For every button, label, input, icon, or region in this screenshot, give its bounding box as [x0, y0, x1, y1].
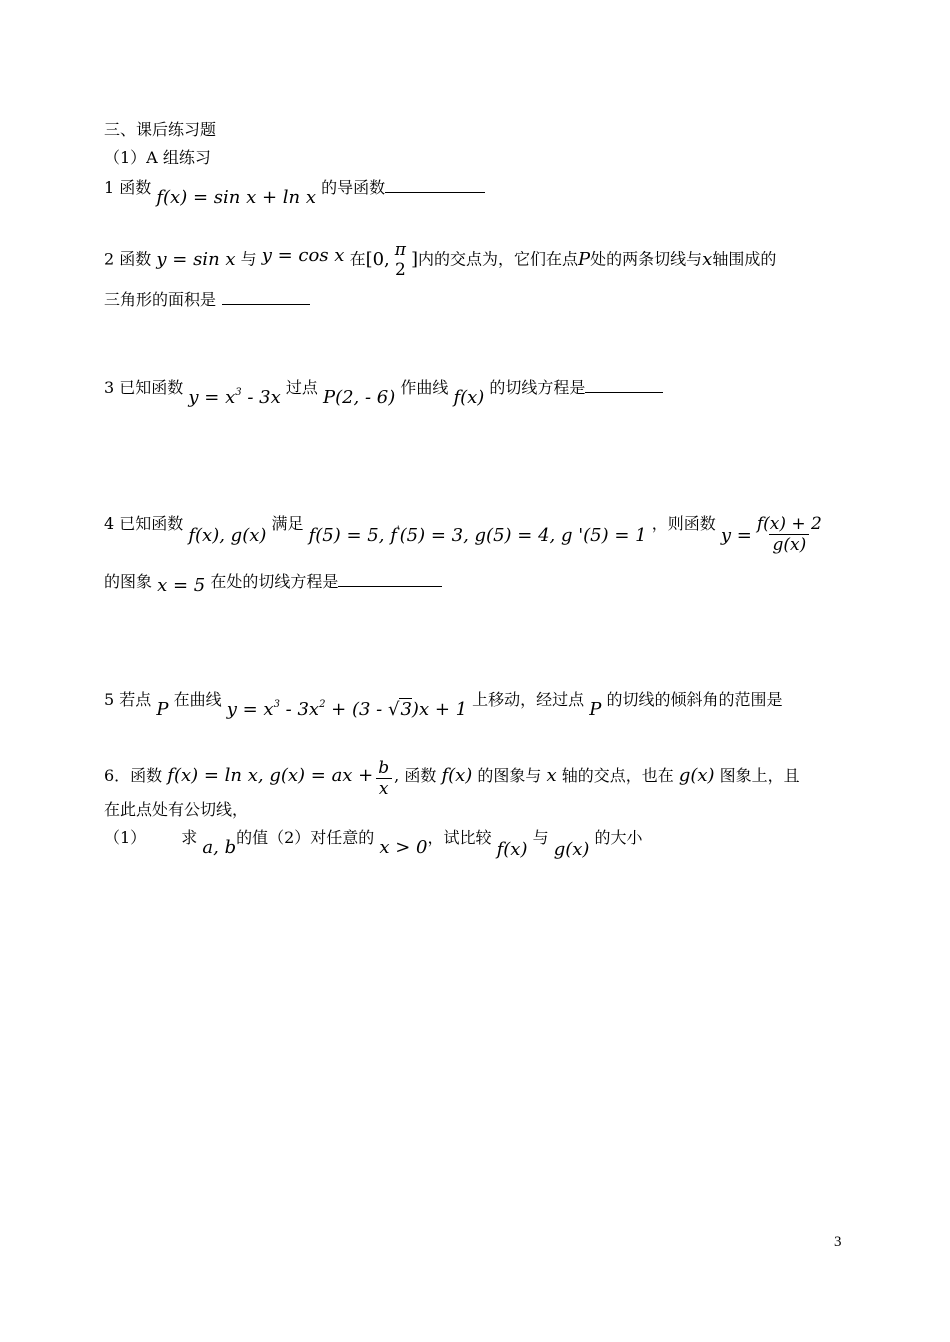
q2-number: 2 函数 [104, 249, 152, 269]
question-5 [104, 690, 783, 720]
q2-cos: y = cos x [261, 244, 345, 266]
question-6 [104, 756, 800, 797]
q4-line2-a: 的图象 [104, 572, 153, 591]
question-4-line-2 [104, 572, 442, 596]
q6-fx: f(x) [441, 765, 473, 786]
q4-fraction [754, 514, 825, 555]
q3-answer-blank[interactable] [585, 378, 663, 393]
q2-pi-over-2 [392, 240, 409, 280]
question-3 [104, 378, 663, 408]
q6-gx: g(x) [678, 765, 715, 786]
q6-xaxis: x [546, 765, 557, 786]
q4-conditions: f(5) = 5, f'(5) = 3, g(5) = 4, g '(5) = 1 [308, 525, 647, 546]
q4-funcs: f(x), g(x) [188, 525, 267, 546]
q6-end: 的大小 [594, 828, 643, 847]
q5-sqrt-arg: 3 [400, 699, 412, 720]
q4-mid2: ，则函数 [651, 514, 716, 533]
q3-formula: $y = x^3 - 3x$ [188, 387, 281, 408]
q3-mid2: 作曲线 [400, 378, 449, 397]
q3-mid1: 过点 [285, 378, 318, 397]
q2-mid4: 处的两条切线与 [590, 249, 703, 269]
question-2-line-2 [104, 290, 310, 310]
q4-numerator: f(x) + 2 [756, 514, 822, 534]
q6-fx2: f(x) [496, 839, 528, 860]
q6-ab: a, b [202, 837, 237, 858]
q6-mid1: , 函数 [394, 766, 437, 785]
question-6-line-2: 在此点处有公切线， [104, 800, 249, 819]
q5-mid1: 在曲线 [173, 690, 222, 709]
q4-number: 4 已知函数 [104, 514, 184, 533]
q5-tail: 的切线的倾斜角的范围是 [606, 690, 783, 709]
q6-mid3: 轴的交点，也在 [561, 766, 674, 785]
q5-sqrt-sign: √ [387, 699, 400, 720]
q4-denominator: g(x) [769, 534, 809, 555]
page-number: 3 [834, 1234, 842, 1250]
q5-number: 5 若点 [104, 690, 152, 709]
q1-answer-blank[interactable] [385, 178, 485, 193]
q4-mid1: 满足 [271, 514, 304, 533]
q2-mid1: 与 [240, 249, 257, 269]
q1-tail: 的导函数 [321, 178, 386, 197]
q5-mid2: 上移动，经过点 [472, 690, 585, 709]
q4-y-eq: y = [720, 525, 752, 546]
q5-curve: $y = x^3 - 3x^2 + (3 - √3)x + 1$ [226, 699, 468, 720]
q6-sub1-text: 求 [181, 828, 198, 847]
q6-condition: x > 0 [379, 837, 428, 858]
q2-line2: 三角形的面积是 [104, 290, 217, 309]
q2-interval-close: ] [410, 248, 418, 270]
q2-mid2: 在 [349, 249, 366, 269]
q2-point: P [578, 248, 591, 270]
q2-mid3: 内的交点为，它们在点 [418, 249, 579, 269]
question-4 [104, 504, 827, 555]
q6-mid4: 图象上，且 [719, 766, 800, 785]
q5-p2: P [589, 699, 602, 720]
q2-x: x [702, 248, 713, 270]
q3-tail: 的切线方程是 [489, 378, 586, 397]
question-1 [104, 178, 485, 208]
q6-x: x [376, 778, 392, 799]
q3-number: 3 已知函数 [104, 378, 184, 397]
section-title: 三、课后练习题 [104, 120, 217, 139]
q3-point: P(2, - 6) [322, 387, 396, 408]
q2-interval-open: [0, [365, 248, 390, 270]
q6-sub2-tail: ，试比较 [427, 828, 492, 847]
q2-sin: y = sin x [156, 248, 236, 270]
q6-with: 与 [532, 828, 549, 847]
q4-line2-b: 在处的切线方程是 [210, 572, 339, 591]
q5-p: P [156, 699, 169, 720]
q6-mid2: 的图象与 [477, 766, 542, 785]
group-title: （1）A 组练习 [104, 148, 211, 167]
q1-formula: f(x) = sin x + ln x [156, 187, 316, 208]
q3-fx: f(x) [453, 387, 485, 408]
q2-two: 2 [394, 260, 406, 280]
q6-sub1: （1） [104, 828, 147, 847]
q6-b: b [378, 758, 390, 778]
q6-formula: f(x) = ln x, g(x) = ax + [167, 765, 374, 786]
q6-sub2-text: 的值（2）对任意的 [236, 828, 375, 847]
q2-pi: π [394, 240, 406, 260]
q6-gx2: g(x) [553, 839, 590, 860]
q4-x5: x = 5 [157, 575, 206, 596]
q4-answer-blank[interactable] [338, 572, 442, 587]
q2-mid5: 轴围成的 [712, 249, 777, 269]
q2-answer-blank[interactable] [222, 290, 310, 305]
q6-number: 6．函数 [104, 766, 163, 785]
question-6-subparts [104, 828, 643, 860]
q1-number: 1 函数 [104, 178, 152, 197]
question-2 [104, 240, 776, 280]
q6-fraction [375, 758, 392, 799]
